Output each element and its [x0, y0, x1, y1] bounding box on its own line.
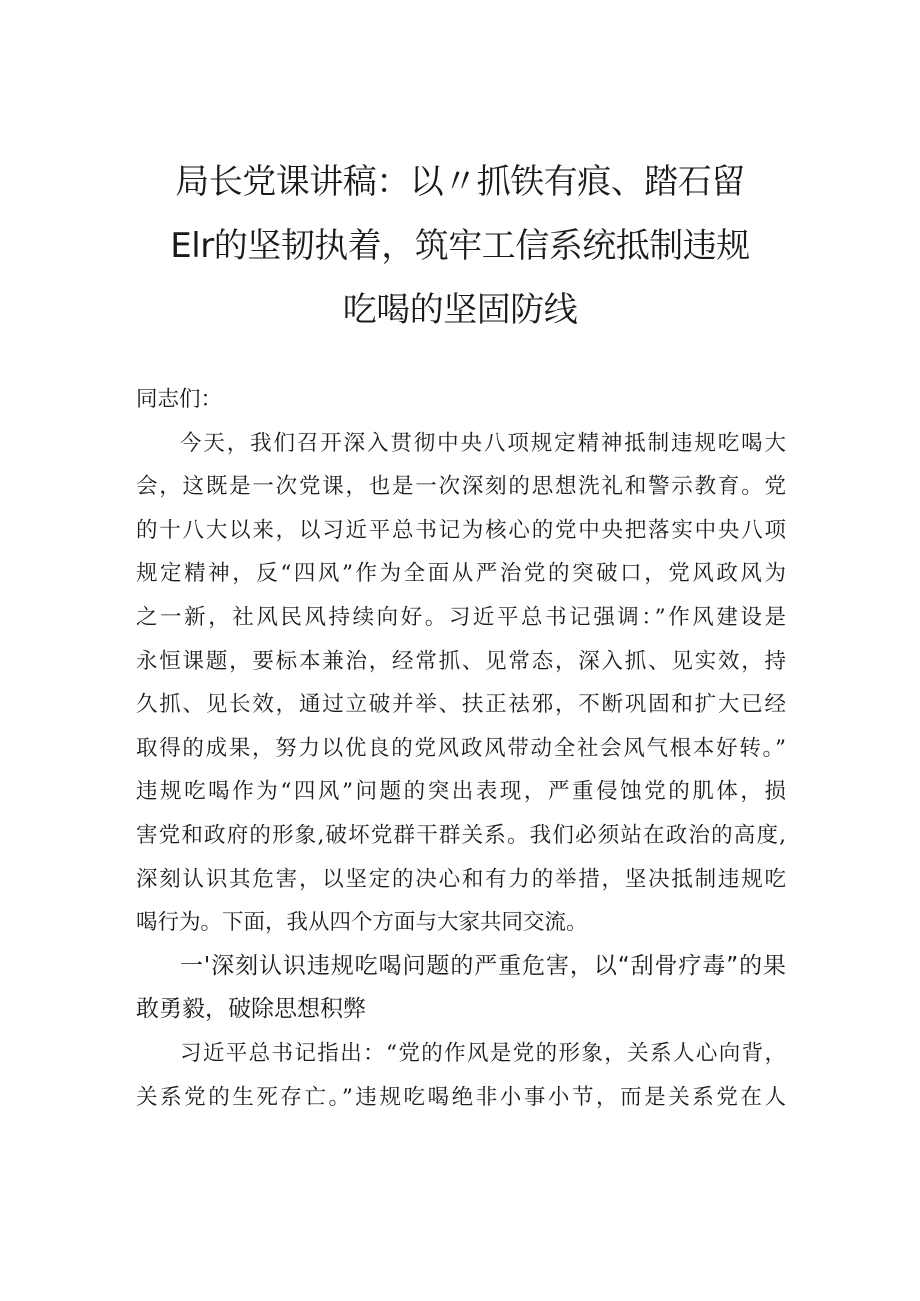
paragraph-2-line: 关系党的生死存亡。”违规吃喝绝非小事小节，而是关系党在人 — [136, 1084, 786, 1110]
paragraph-1-line: 喝行为。下面，我从四个方面与大家共同交流。 — [136, 910, 588, 936]
salutation: 同志们： — [136, 387, 223, 412]
paragraph-1-line: 违规吃喝作为“四风”问题的突出表现，严重侵蚀党的肌体，损 — [136, 779, 786, 805]
section-heading-1 — [136, 945, 786, 1032]
title-line-2: Elr的坚韧执着，筑牢工信系统抵制违规 — [170, 226, 750, 266]
paragraph-2-line: 习近平总书记指出：“党的作风是党的形象，关系人心向背， — [180, 1040, 786, 1066]
paragraph-1 — [136, 422, 786, 945]
paragraph-1-line: 久抓、见长效，通过立破并举、扶正祛邪，不断巩固和扩大已经 — [136, 692, 786, 718]
paragraph-1-line: 永恒课题，要标本兼治，经常抓、见常态，深入抓、见实效，持 — [136, 648, 786, 674]
paragraph-1-line: 今天，我们召开深入贯彻中央八项规定精神抵制违规吃喝大 — [180, 430, 786, 456]
paragraph-1-line: 深刻认识其危害，以坚定的决心和有力的举措，坚决抵制违规吃 — [136, 866, 786, 892]
section-heading-line: 敢勇毅，破除思想积弊 — [136, 996, 366, 1023]
document-title — [130, 150, 790, 342]
paragraph-1-line: 规定精神，反“四风”作为全面从严治党的突破口，党风政风为 — [136, 561, 786, 587]
title-line-3: 吃喝的坚固防线 — [342, 290, 578, 330]
paragraph-1-line: 的十八大以来，以习近平总书记为核心的党中央把落实中央八项 — [136, 517, 786, 543]
document-body — [136, 378, 786, 1119]
section-heading-line: 一'深刻认识违规吃喝问题的严重危害，以“刮骨疗毒”的果 — [180, 952, 786, 979]
paragraph-2 — [136, 1032, 786, 1119]
title-line-1: 局长党课讲稿：以〃抓铁有痕、踏石留 — [175, 162, 745, 202]
paragraph-1-line: 害党和政府的形象,破坏党群干群关系。我们必须站在政治的高度, — [136, 822, 786, 848]
paragraph-1-line: 之一新，社风民风持续向好。习近平总书记强调：”作风建设是 — [136, 604, 786, 630]
paragraph-1-line: 取得的成果，努力以优良的党风政风带动全社会风气根本好转。” — [136, 735, 786, 761]
paragraph-1-line: 会，这既是一次党课，也是一次深刻的思想洗礼和警示教育。党 — [136, 474, 786, 500]
